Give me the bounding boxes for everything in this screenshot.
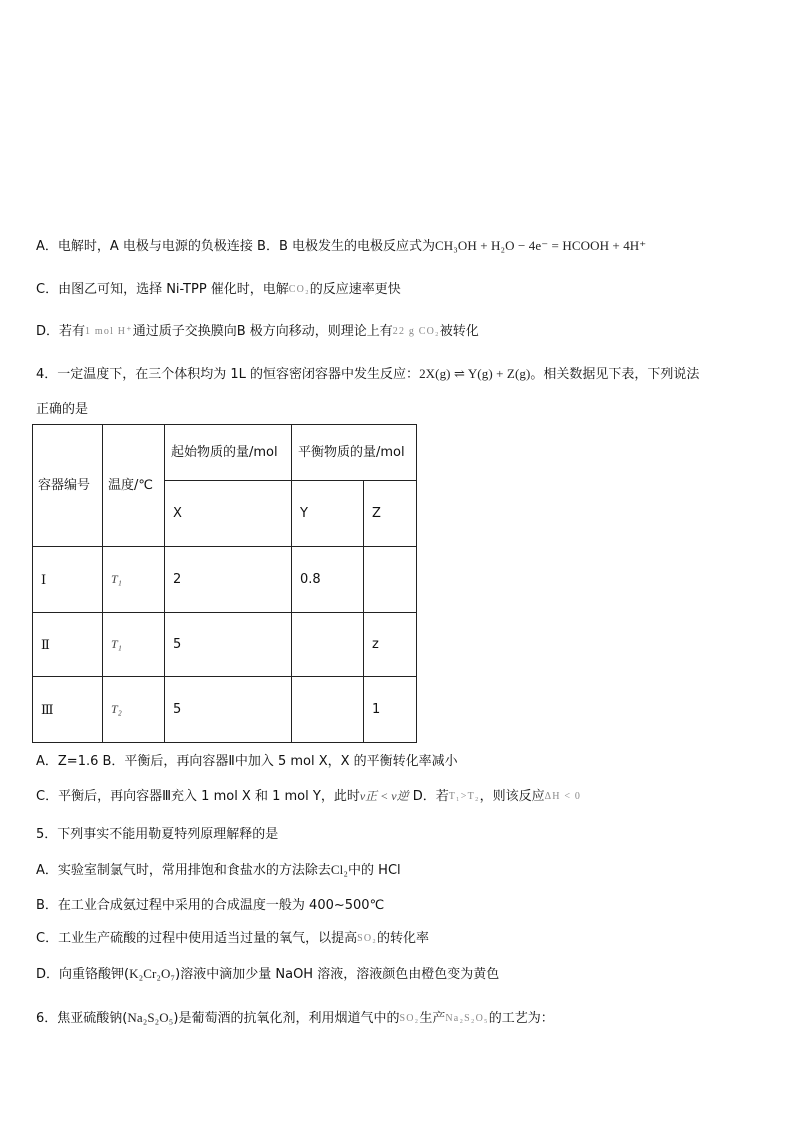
row-y-value — [292, 677, 364, 743]
header-temperature: 温度/℃ — [103, 425, 165, 547]
q5-option-c — [36, 931, 429, 947]
q6-formula-1: Na₂S₂O₅ — [127, 1010, 174, 1025]
q3-option-c — [36, 282, 401, 298]
q3-option-d-formula2: 22 g CO₂ — [392, 326, 440, 337]
q6-stem-prefix: 6．焦亚硫酸钠( — [36, 1011, 128, 1026]
q3-option-d-formula1: 1 mol H⁺ — [85, 326, 133, 337]
q3-option-c-formula: CO₂ — [288, 284, 310, 295]
q5-option-d-prefix: D．向重铬酸钾( — [36, 967, 130, 982]
row-x-value: 5 — [165, 677, 292, 743]
q4-option-c-formula: v正 < v逆 — [359, 789, 409, 803]
row-y-value — [292, 613, 364, 677]
q4-data-table-wrap — [32, 424, 416, 742]
q4-option-d-middle: ，则该反应 — [479, 789, 545, 804]
q3-option-c-prefix: C．由图乙可知，选择 Ni-TPP 催化时，电解 — [36, 282, 289, 297]
q3-option-d-suffix: 被转化 — [439, 324, 479, 339]
q5-option-c-prefix: C．工业生产硫酸的过程中使用适当过量的氧气，以提高 — [36, 931, 358, 946]
q4-option-d-formula: T₁>T₂ — [448, 791, 480, 802]
table-header-row-1 — [33, 425, 417, 481]
header-col-y: Y — [292, 481, 364, 547]
table-row — [33, 613, 417, 677]
q6-stem — [36, 1010, 554, 1027]
q3-option-d-prefix: D．若有 — [36, 324, 86, 339]
q4-option-c-prefix: C．平衡后，再向容器Ⅲ充入 1 mol X 和 1 mol Y，此时 — [36, 789, 360, 804]
q5-stem: 5．下列事实不能用勒夏特列原理解释的是 — [36, 827, 279, 842]
q6-stem-suffix: 的工艺为： — [488, 1011, 554, 1026]
q3-option-c-suffix: 的反应速率更快 — [309, 282, 401, 297]
table-row — [33, 677, 417, 743]
header-container-id: 容器编号 — [33, 425, 103, 547]
q6-stem-middle2: 生产 — [419, 1011, 446, 1026]
q6-stem-middle: )是葡萄酒的抗氧化剂，利用烟道气中的 — [173, 1011, 400, 1026]
q6-formula-2: SO₂ — [399, 1013, 420, 1024]
row-x-value: 5 — [165, 613, 292, 677]
table-row — [33, 547, 417, 613]
header-equilibrium-amount: 平衡物质的量/mol — [292, 425, 417, 481]
q4-options-line1: A．Z=1.6 B．平衡后，再向容器Ⅱ中加入 5 mol X，X 的平衡转化率减小 — [36, 754, 458, 769]
q5-option-d — [36, 966, 499, 983]
q3-option-d — [36, 324, 479, 340]
q5-option-d-formula: K₂Cr₂O₇ — [129, 966, 176, 981]
q4-reaction-formula: 2X(g) ⇌ Y(g) + Z(g) — [419, 366, 531, 381]
q4-stem-prefix: 4．一定温度下，在三个体积均为 1L 的恒容密闭容器中发生反应： — [36, 367, 420, 382]
row-container-id: Ⅲ — [33, 677, 103, 743]
row-z-value: 1 — [364, 677, 417, 743]
q4-options-line2 — [36, 789, 581, 805]
q6-formula-3: Na₂S₂O₅ — [445, 1013, 489, 1024]
header-initial-amount: 起始物质的量/mol — [165, 425, 292, 481]
q5-option-a-formula: Cl₂ — [330, 862, 349, 877]
row-y-value: 0.8 — [292, 547, 364, 613]
q3-option-b-formula: CH₃OH + H₂O − 4e⁻ = HCOOH + 4H⁺ — [435, 238, 647, 253]
q4-stem-suffix: 。相关数据见下表，下列说法 — [530, 367, 700, 382]
q5-option-b: B．在工业合成氨过程中采用的合成温度一般为 400~500℃ — [36, 898, 385, 913]
row-x-value: 2 — [165, 547, 292, 613]
q5-option-c-suffix: 的转化率 — [376, 931, 429, 946]
row-temperature: T₂ — [103, 677, 165, 743]
header-col-x: X — [165, 481, 292, 547]
q3-option-a-text: A．电解时，A 电极与电源的负极连接 B．B 电极发生的电极反应式为 — [36, 239, 436, 254]
row-z-value — [364, 547, 417, 613]
q4-data-table — [32, 424, 417, 743]
q4-stem-line1 — [36, 366, 699, 383]
q4-option-d-prefix: D．若 — [408, 789, 449, 804]
q5-option-d-suffix: )溶液中滴加少量 NaOH 溶液，溶液颜色由橙色变为黄色 — [175, 967, 500, 982]
q3-option-a-b — [36, 238, 646, 255]
row-container-id: Ⅱ — [33, 613, 103, 677]
row-temperature: T₁ — [103, 547, 165, 613]
q5-option-c-formula: SO₂ — [357, 933, 377, 944]
q5-option-a-suffix: 中的 HCl — [348, 863, 401, 878]
row-container-id: Ⅰ — [33, 547, 103, 613]
q3-option-d-middle: 通过质子交换膜向B 极方向移动，则理论上有 — [132, 324, 393, 339]
q4-stem-line2: 正确的是 — [36, 402, 89, 417]
row-z-value: z — [364, 613, 417, 677]
header-col-z: Z — [364, 481, 417, 547]
q5-option-a — [36, 862, 401, 879]
q4-option-d-formula2: ΔH < 0 — [544, 791, 582, 802]
row-temperature: T₁ — [103, 613, 165, 677]
q5-option-a-prefix: A．实验室制氯气时，常用排饱和食盐水的方法除去 — [36, 863, 331, 878]
